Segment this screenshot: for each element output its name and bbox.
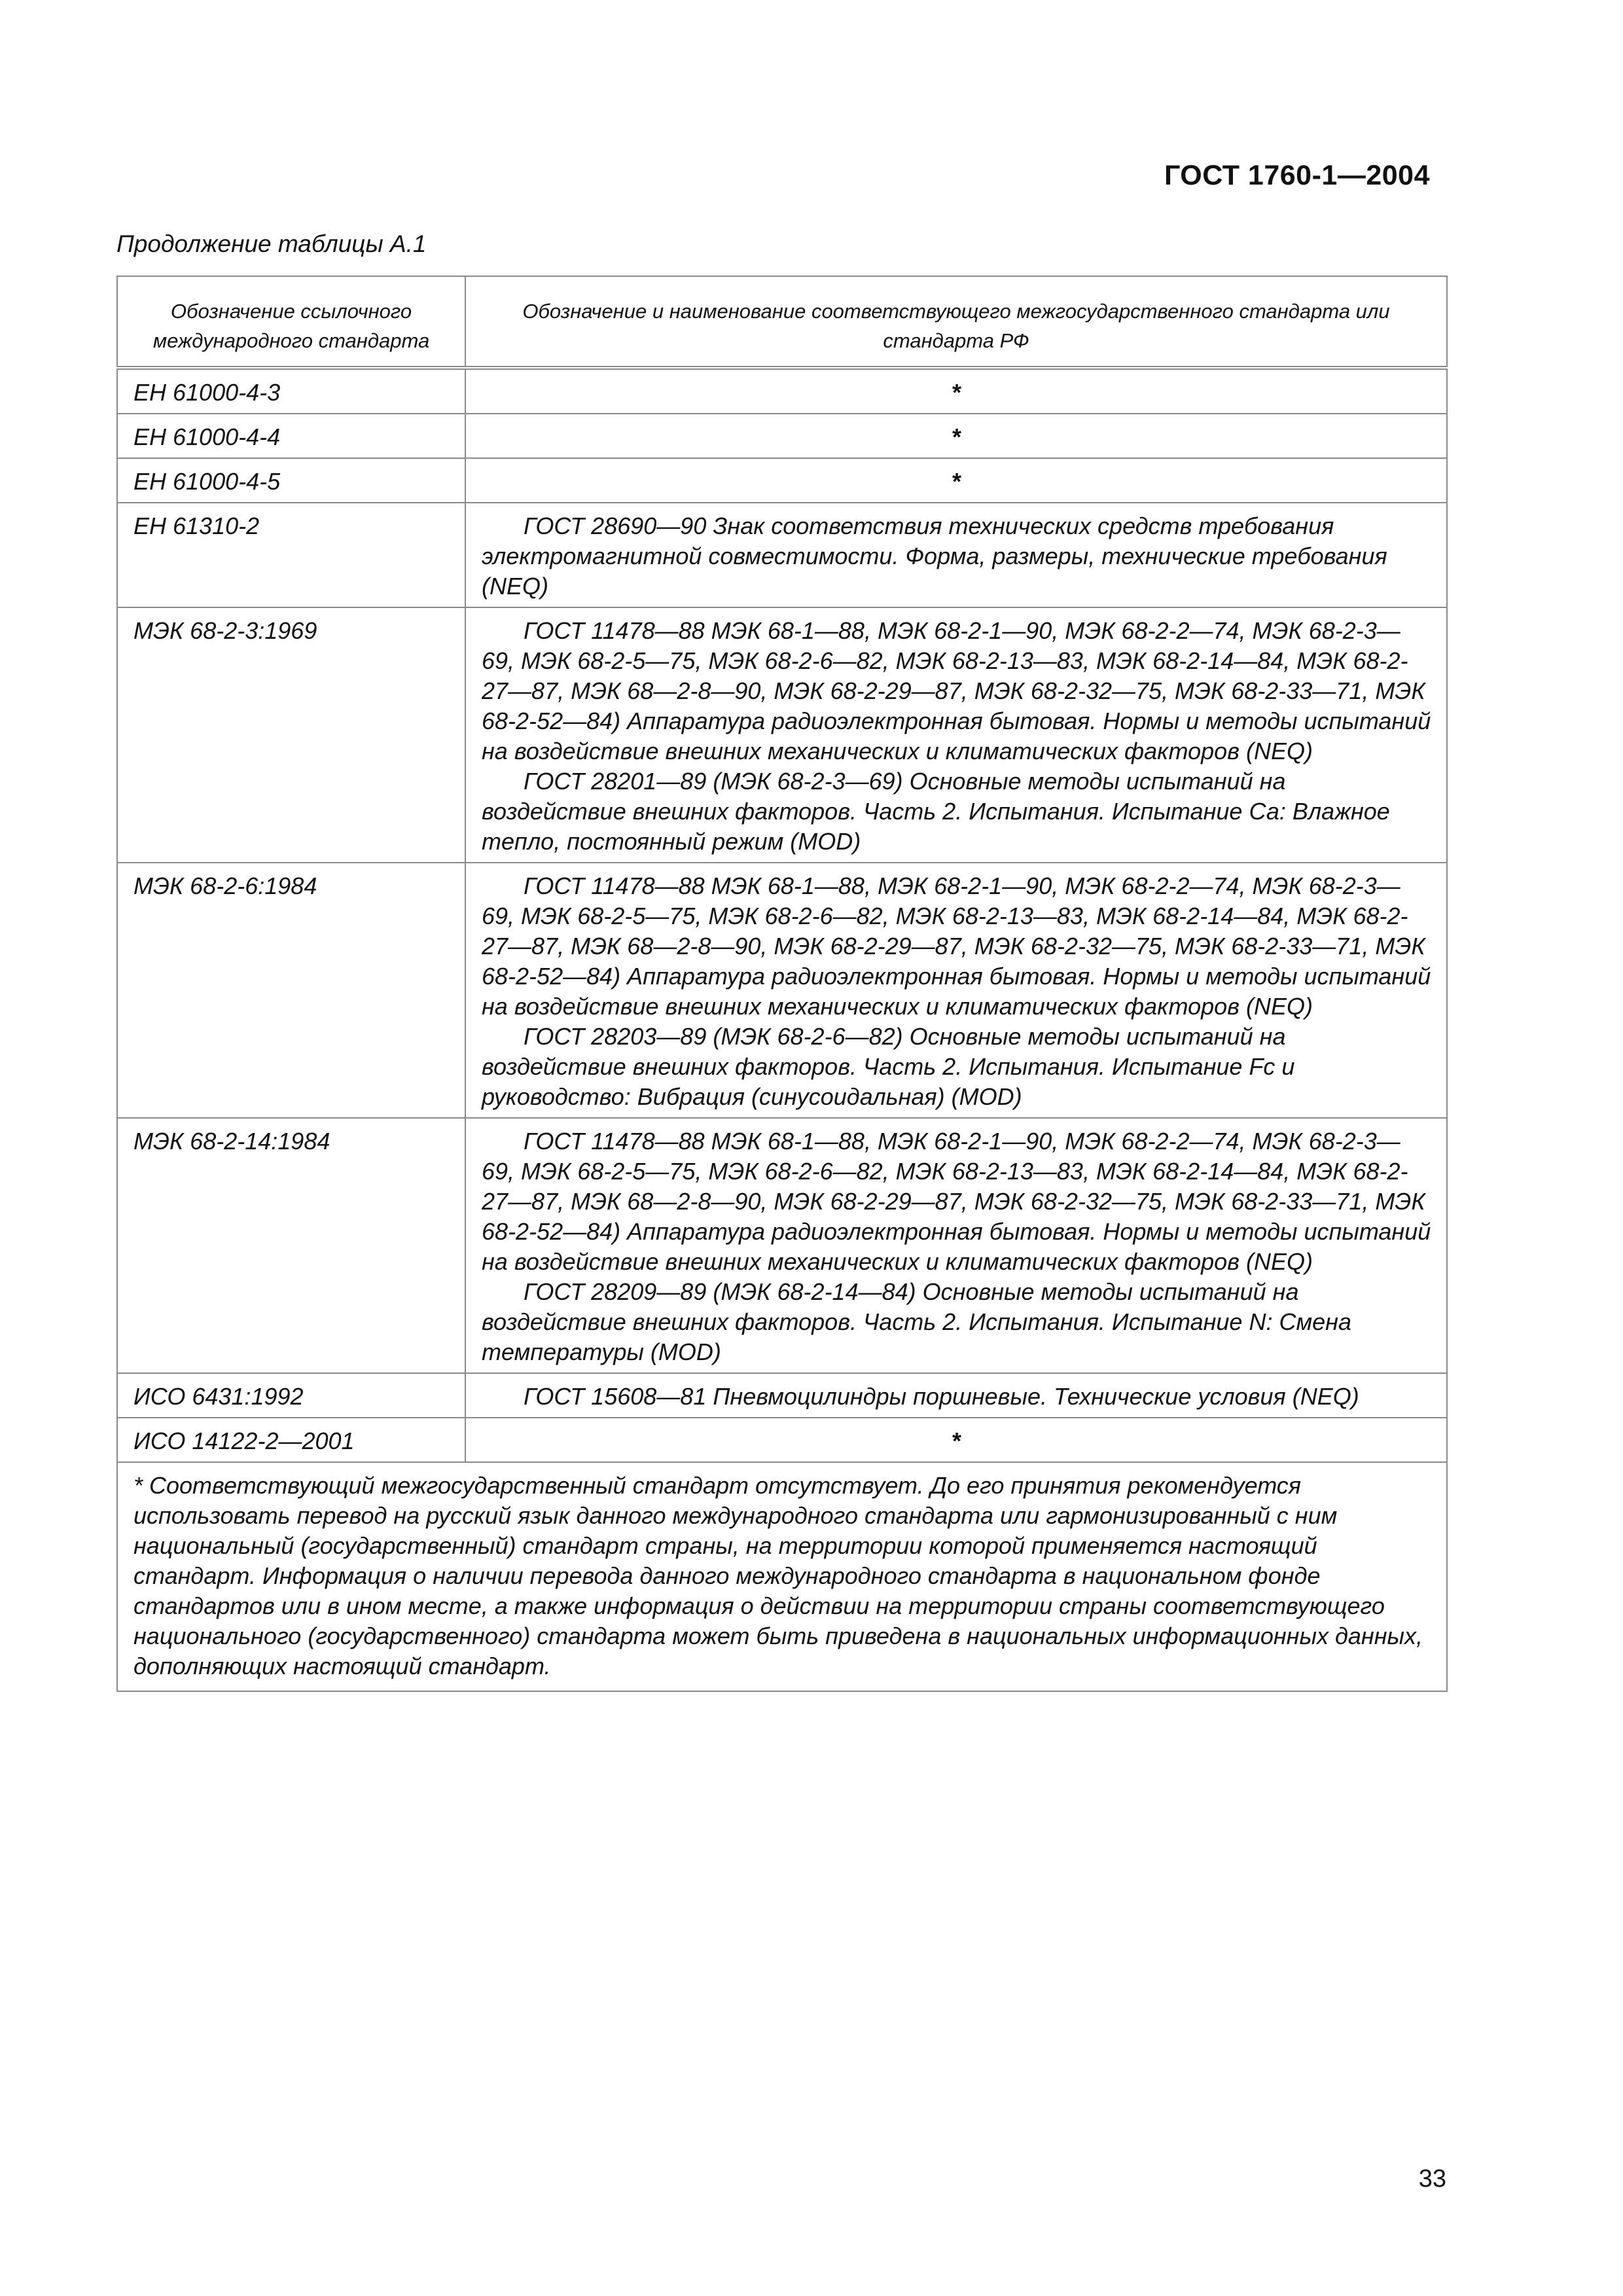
column-header-national: Обозначение и наименование соответствующего межгосударственного стандарта или стандарта РФ [465, 276, 1447, 368]
no-equivalent-marker: * [465, 458, 1447, 503]
page-number: 33 [1418, 2165, 1446, 2193]
reference-standard-cell: ЕН 61000-4-4 [117, 414, 465, 458]
reference-standard-cell: МЭК 68-2-14:1984 [117, 1118, 465, 1373]
reference-standard-cell: ЕН 61000-4-5 [117, 458, 465, 503]
national-standard-cell [465, 863, 1447, 1118]
standard-entry: ГОСТ 11478—88 МЭК 68-1—88, МЭК 68-2-1—90, МЭК 68-2-2—74, МЭК 68-2-3—69, МЭК 68-2-5—75, МЭК 68-2-6—82, МЭК 68-2-13—83, МЭК 68-2-14—84, МЭК 68-2-27—87, МЭК 68—2-8—90, МЭК 68-2-29—87, МЭК 68-2-32—75, МЭК 68-2-33—71, МЭК 68-2-52—84) Аппаратура радиоэлектронная бытовая. Нормы и методы испытаний на воздействие внешних механических и климатических факторов (NEQ) [482, 872, 1431, 1020]
standard-entry: ГОСТ 28209—89 (МЭК 68-2-14—84) Основные методы испытаний на воздействие внешних факторов. Часть 2. Испытания. Испытание N: Смена температуры (MOD) [482, 1278, 1351, 1365]
national-standard-cell [465, 1373, 1447, 1418]
table-row [117, 368, 1447, 414]
standard-entry: ГОСТ 11478—88 МЭК 68-1—88, МЭК 68-2-1—90, МЭК 68-2-2—74, МЭК 68-2-3—69, МЭК 68-2-5—75, МЭК 68-2-6—82, МЭК 68-2-13—83, МЭК 68-2-14—84, МЭК 68-2-27—87, МЭК 68—2-8—90, МЭК 68-2-29—87, МЭК 68-2-32—75, МЭК 68-2-33—71, МЭК 68-2-52—84) Аппаратура радиоэлектронная бытовая. Нормы и методы испытаний на воздействие внешних механических и климатических факторов (NEQ) [482, 1128, 1431, 1275]
reference-standard-cell: ИСО 6431:1992 [117, 1373, 465, 1418]
table-row [117, 1118, 1447, 1373]
national-standard-cell [465, 1118, 1447, 1373]
table-row [117, 863, 1447, 1118]
table-row [117, 458, 1447, 503]
column-header-international: Обозначение ссылочного международного стандарта [117, 276, 465, 368]
table-row [117, 414, 1447, 458]
standard-entry: ГОСТ 15608—81 Пневмоцилиндры поршневые. Технические условия (NEQ) [524, 1383, 1359, 1410]
table-row [117, 607, 1447, 863]
reference-table [116, 276, 1448, 1692]
table-footnote: * Соответствующий межгосударственный стандарт отсутствует. До его принятия рекомендуется использовать перевод на русский язык данного международного стандарта или гармонизированный с ним национальный (государственный) стандарт страны, на территории которой применяется настоящий стандарт. Информация о наличии перевода данного международного стандарта в национальном фонде стандартов или в ином месте, а также информация о действии на территории страны соответствующего национального (государственного) стандарта может быть приведена в национальных информационных данных, дополняющих настоящий стандарт. [117, 1462, 1447, 1691]
table-row [117, 1418, 1447, 1462]
table-row [117, 503, 1447, 607]
table-header-row [117, 276, 1447, 368]
standard-entry: ГОСТ 28201—89 (МЭК 68-2-3—69) Основные методы испытаний на воздействие внешних факторов. Часть 2. Испытания. Испытание Са: Влажное тепло, постоянный режим (MOD) [482, 768, 1390, 855]
reference-standard-cell: МЭК 68-2-3:1969 [117, 607, 465, 863]
reference-standard-cell: МЭК 68-2-6:1984 [117, 863, 465, 1118]
reference-standard-cell: ЕН 61000-4-3 [117, 368, 465, 414]
no-equivalent-marker: * [465, 414, 1447, 458]
table-caption: Продолжение таблицы А.1 [116, 230, 427, 257]
table-row [117, 1373, 1447, 1418]
footnote-row [117, 1462, 1447, 1691]
reference-standard-cell: ЕН 61310-2 [117, 503, 465, 607]
no-equivalent-marker: * [465, 368, 1447, 414]
standard-entry: ГОСТ 28203—89 (МЭК 68-2-6—82) Основные методы испытаний на воздействие внешних факторов. Часть 2. Испытания. Испытание Fc и руководство: Вибрация (синусоидальная) (MOD) [482, 1023, 1295, 1110]
national-standard-cell [465, 607, 1447, 863]
standard-entry: ГОСТ 28690—90 Знак соответствия технических средств требования электромагнитной совместимости. Форма, размеры, технические требования (NEQ) [482, 512, 1387, 600]
document-code: ГОСТ 1760-1—2004 [1164, 160, 1430, 191]
table-body [117, 368, 1447, 1462]
national-standard-cell [465, 503, 1447, 607]
no-equivalent-marker: * [465, 1418, 1447, 1462]
standard-entry: ГОСТ 11478—88 МЭК 68-1—88, МЭК 68-2-1—90, МЭК 68-2-2—74, МЭК 68-2-3—69, МЭК 68-2-5—75, МЭК 68-2-6—82, МЭК 68-2-13—83, МЭК 68-2-14—84, МЭК 68-2-27—87, МЭК 68—2-8—90, МЭК 68-2-29—87, МЭК 68-2-32—75, МЭК 68-2-33—71, МЭК 68-2-52—84) Аппаратура радиоэлектронная бытовая. Нормы и методы испытаний на воздействие внешних механических и климатических факторов (NEQ) [482, 617, 1431, 764]
reference-standard-cell: ИСО 14122-2—2001 [117, 1418, 465, 1462]
